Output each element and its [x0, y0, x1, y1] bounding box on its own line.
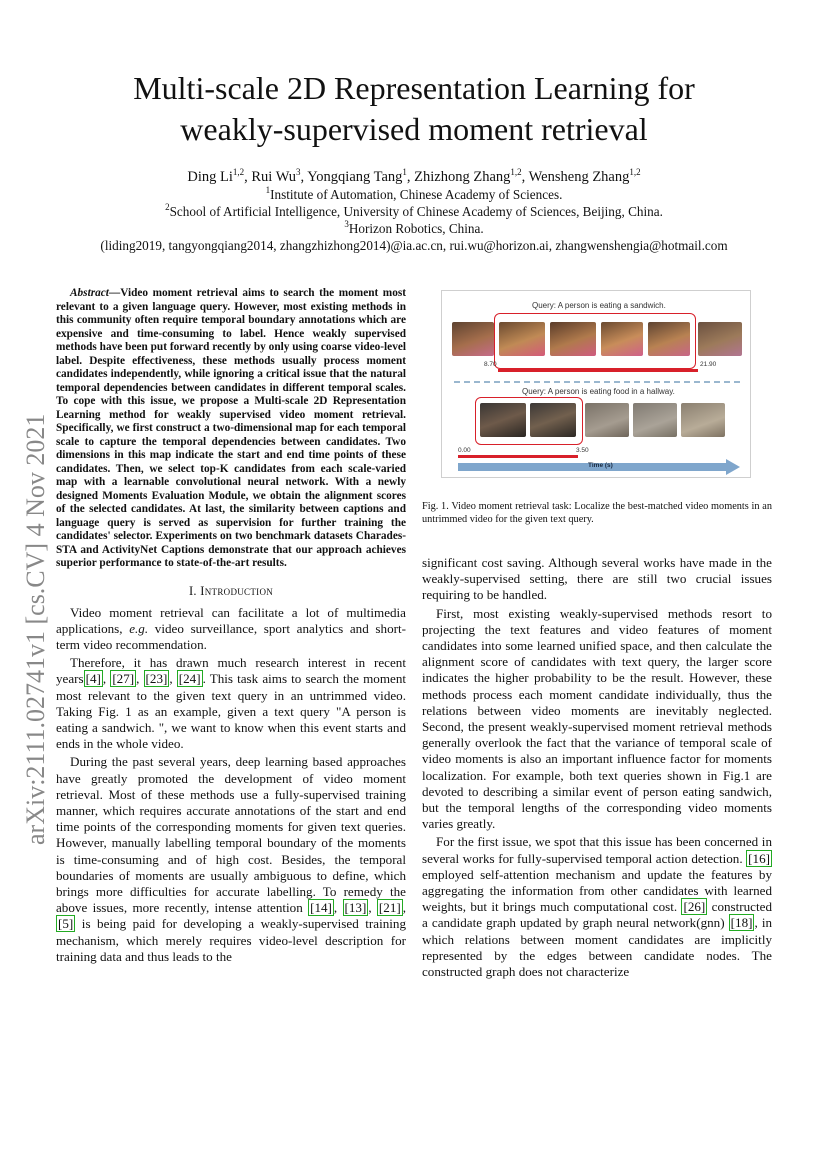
text-run: During the past several years, deep learning based approaches have greatly promoted the development of video moment retrieval. Most of these methods use a fully-supervised training manner, which requires accurate annotations of the start and end time points of the corresponding moments for given text queries. However, manually labelling temporal boundary of the moments is time-consuming and of high cost. Besides, the temporal boundaries of moments are usually ambiguous to define, which brings more difficulties for accurate labelling. To remedy the above issues, more recently, intense attention: [56, 754, 406, 916]
title-line-1: Multi-scale 2D Representation Learning for: [133, 70, 695, 106]
affiliation-1: [0, 187, 828, 203]
video-frame: [585, 403, 629, 437]
paragraph-issues: First, most existing weakly-supervised methods resort to projecting the text features and video features of moment candidates into some learned unified space, and then calculate the alignment score of candidates with text query, the larger score indicates the higher probability to be the result. However, these methods process each moment candidate individually, thus the relations between video moments are inevitably neglected. Second, the present weakly-supervised moment retrieval methods generally overlook the fact that the variance of temporal scale of video moments is also an important influence factor for moments localization. For example, both text queries shown in Fig.1 are devoted to describing a similar event of person eating sandwich, but the temporal lengths of the corresponding video moments varies greatly.: [422, 605, 772, 832]
citation-link[interactable]: [24]: [178, 671, 201, 687]
author-list: Ding Li$^{1,2}$, Rui Wu$^3$, Yongqiang Tang$^1$, Zhizhong Zhang$^{1,2}$, Wensheng Zhang$^{1,2}$: [187, 167, 641, 185]
affil-mark: 3: [344, 219, 349, 229]
video-frame: [698, 322, 742, 356]
video-frame: [480, 403, 526, 437]
video-frame: [499, 322, 545, 356]
left-column: [56, 287, 406, 967]
citation-link[interactable]: [13]: [344, 900, 367, 916]
paragraph-continuation: significant cost saving. Although several works have made in the weakly-supervised setting, there are still two crucial issues requiring to be handled.: [422, 555, 772, 603]
author-name: Ding Li: [187, 169, 233, 185]
affil-text: Horizon Robotics, China.: [348, 221, 484, 236]
citation-link[interactable]: [26]: [683, 899, 706, 915]
section-heading-introduction: [56, 584, 406, 599]
moment-1-end-label: 21.90: [700, 361, 717, 368]
paper-title: [0, 68, 828, 150]
text-run: is being paid for developing a weakly-supervised training mechanism, which merely requires video-level description for training data and thus leads to the: [56, 916, 406, 964]
affil-mark: 2: [165, 202, 170, 212]
author-affil-mark: 1,2: [629, 167, 641, 177]
affil-mark: 1: [265, 185, 271, 195]
moment-1-span: [498, 369, 698, 372]
citation-link[interactable]: [23]: [145, 671, 168, 687]
intro-paragraph-3: During the past several years, deep learning based approaches have greatly promoted the development of video moment retrieval. Most of these methods use a fully-supervised training manner, which requires accurate annotations of the start and end time points of the corresponding moments for given text queries. However, manually labelling temporal boundary of the moments is time-consuming and of high cost. Besides, the temporal boundaries of moments are usually ambiguous to define, which brings more difficulties for accurate labelling. To remedy the above issues, more recently, intense attention [14] , [13] , [21] , [5] is being paid for developing a weakly-supervised training mechanism, which merely requires video-level description for training data and thus leads to the: [56, 754, 407, 964]
intro-paragraph-1: [56, 605, 406, 654]
arrow-right-icon: [726, 459, 742, 475]
affiliation-2: [0, 204, 828, 220]
moment-2-start-label: 0.00: [458, 447, 471, 454]
citation-link[interactable]: [14]: [310, 900, 332, 916]
text-run: constructed a candidate graph updated by graph neural network(gnn): [422, 899, 772, 931]
citation-link[interactable]: [21]: [378, 900, 401, 916]
text-run: Therefore, it has drawn much research interest in recent years: [56, 655, 406, 687]
author-affil-mark: 1,2: [232, 167, 245, 177]
text-run: . This task aims to search the moment most relevant to the given text query in an untrimmed video. Taking Fig. 1 as an example, given a text query "A person is eating a sandwich. ", we want to know when this event starts and ends in the whole video.: [56, 671, 407, 752]
video-frame: [550, 322, 596, 356]
author-affil-mark: 1,2: [510, 167, 522, 177]
text-run: , in which relations between moment candidates are implicitly represented by the edges between candidate nodes. The constructed graph does not characterize: [422, 915, 773, 980]
author-emails: (liding2019, tangyongqiang2014, zhangzhizhong2014)@ia.ac.cn, rui.wu@horizon.ai, zhangwenshengia@hotmail.com: [100, 238, 728, 253]
video-frame: [681, 403, 725, 437]
video-frame: [452, 322, 494, 356]
citation-link[interactable]: [4]: [85, 671, 101, 687]
right-column: [422, 555, 772, 982]
video-frame: [633, 403, 677, 437]
text-run: employed self-attention mechanism and update the features by aggregating the information from other candidates with learned weights, but it brings much computational cost.: [422, 866, 772, 915]
author-name: Zhizhong Zhang: [414, 169, 511, 185]
video-frame: [601, 322, 643, 356]
section-number: I.: [188, 583, 197, 598]
time-axis-label: Time (s): [588, 462, 613, 469]
author-affil-mark: 3: [296, 167, 301, 177]
citation-link[interactable]: [18]: [730, 915, 753, 931]
figure-1: [441, 290, 751, 478]
text-run: For the first issue, we spot that this issue has been concerned in several works for fully-supervised temporal action detection.: [422, 834, 772, 866]
affiliation-3: [0, 221, 828, 237]
moment-2-end-label: 3.50: [576, 447, 589, 454]
author-name: Rui Wu: [251, 169, 297, 185]
figure-1-caption: Fig. 1. Video moment retrieval task: Localize the best-matched video moments in an untrimmed video for the given text query.: [422, 501, 772, 525]
author-name: Yongqiang Tang: [307, 169, 403, 185]
video-frame: [530, 403, 576, 437]
separator-line: [454, 381, 740, 383]
figure-query-1: Query: A person is eating a sandwich.: [532, 301, 666, 310]
video-frame: [648, 322, 690, 356]
text-run: Video moment retrieval can facilitate a lot of multimedia applications,: [56, 604, 406, 636]
text-emphasis: e.g.: [129, 620, 149, 636]
abstract-label: Abstract: [70, 287, 109, 299]
affil-text: School of Artificial Intelligence, University of Chinese Academy of Sciences, Beijing, China.: [169, 204, 663, 219]
author-affil-mark: 1: [402, 167, 407, 177]
affil-text: Institute of Automation, Chinese Academy of Sciences.: [270, 187, 563, 202]
abstract-text: —Video moment retrieval aims to search the moment most relevant to a given language query. However, most existing methods in this community often require temporal boundary annotations which are expensive and time-consuming to label. Hence weakly supervised methods have been put forward recently by only using coarse video-level label. Despite effectiveness, these methods usually process moment candidates independently, while ignoring a critical issue that the natural temporal dependencies between candidates in different temporal scales. To cope with this issue, we propose a Multi-scale 2D Representation Learning method for weakly supervised video moment retrieval. Specifically, we first construct a two-dimensional map for each temporal scale to capture the temporal dependencies between candidates. Two dimensions in this map indicate the start and end time points of these candidates. Then, we select top-K candidates from each scale-varied map with a learnable convolutional neural network. With a newly designed Moments Evaluation Module, we obtain the alignment scores of the selected candidates. At last, the similarity between captions and language query is served as supervision for further training the candidates' selector. Experiments on two benchmark datasets Charades-STA and ActivityNet Captions demonstrate that our approach achieves superior performance to state-of-the-art results.: [56, 287, 406, 569]
text-run: video surveillance, sport analytics and short-term video recommendation.: [56, 620, 406, 652]
author-name: Wensheng Zhang: [528, 169, 630, 185]
moment-1-start-label: 8.70: [484, 361, 497, 368]
intro-paragraph-2: Therefore, it has drawn much research interest in recent years [4] , [27] , [23] , [24] . This task aims to search the moment most relevant to the given text query in an untrimmed video. Taking Fig. 1 as an example, given a text query "A person is eating a sandwich. ", we want to know when this event starts and ends in the whole video.: [56, 655, 407, 752]
citation-link[interactable]: [16]: [748, 850, 770, 866]
citation-link[interactable]: [27]: [112, 671, 135, 687]
paragraph-first-issue: [422, 834, 772, 980]
title-line-2: weakly-supervised moment retrieval: [180, 111, 648, 147]
moment-2-span: [458, 455, 578, 458]
citation-link[interactable]: [5]: [58, 916, 74, 932]
abstract: [56, 287, 406, 571]
section-title: Introduction: [200, 583, 274, 598]
arxiv-identifier[interactable]: arXiv:2111.02741v1 [cs.CV] 4 Nov 2021: [21, 413, 50, 845]
figure-query-2: Query: A person is eating food in a hallway.: [522, 387, 675, 396]
